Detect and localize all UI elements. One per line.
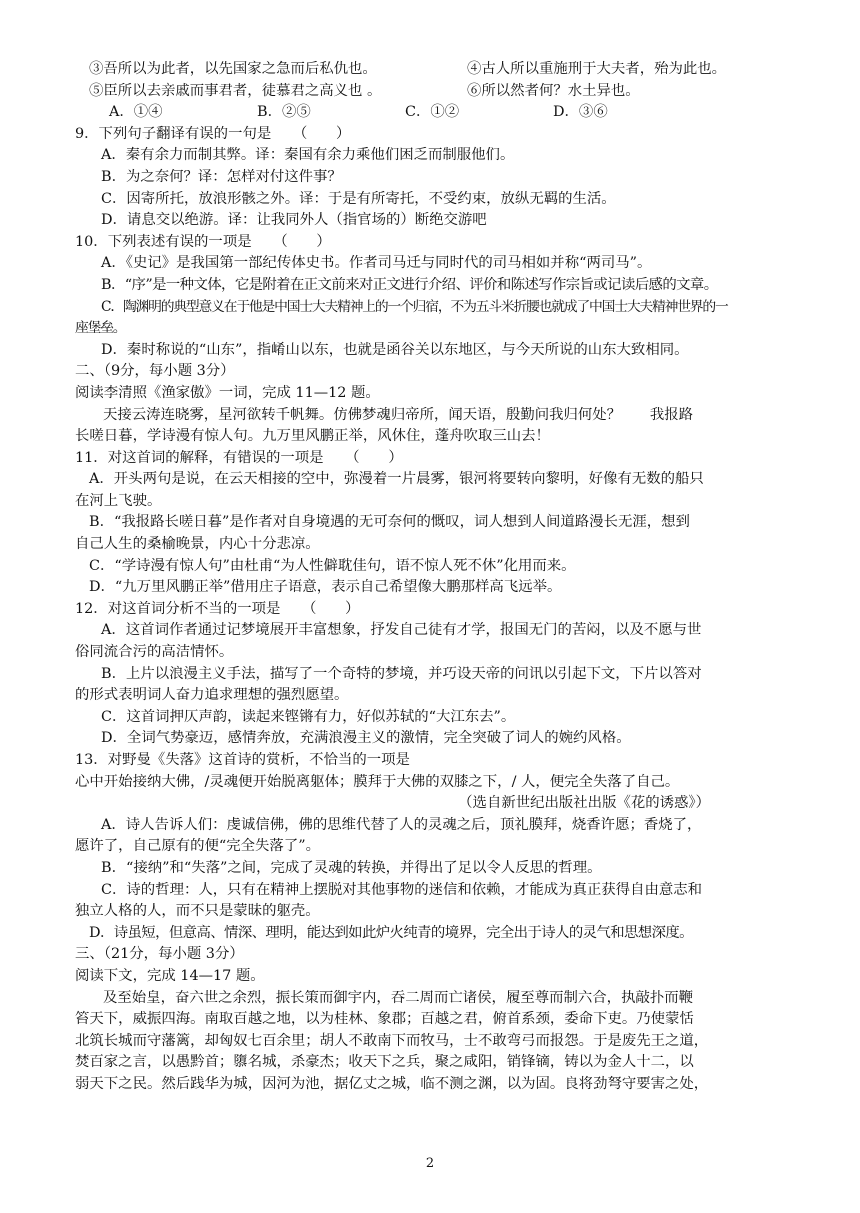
option-a: A．诗人告诉人们：虔诚信佛，佛的思维代替了人的灵魂之后，顶礼膜拜，烧香许愿；香烧了， — [101, 816, 702, 833]
option-d: D．③⑥ — [553, 104, 608, 121]
option-c: C．这首词押仄声韵，读起来铿锵有力，好似苏轼的“大江东去”。 — [101, 708, 516, 725]
option-b: B．“序”是一种文体，它是附着在正文前来对正文进行介绍、评价和陈述写作宗旨或记读后感的文章。 — [101, 276, 718, 293]
choice-item: ⑥所以然者何？水土异也。 — [467, 82, 640, 99]
section-intro: 阅读李清照《渔家傲》一词，完成 11—12 题。 — [75, 384, 380, 401]
option-a: A．开头两句是说，在云天相接的空中，弥漫着一片晨雾，银河将要转向黎明，好像有无数的船只 — [89, 471, 704, 488]
option-c: C．“学诗漫有惊人句”由杜甫“为人性僻耽佳句，语不惊人死不休”化用而来。 — [89, 557, 576, 574]
option-a-continued: 俗同流合污的高洁情怀。 — [75, 644, 234, 661]
passage-line: 焚百家之言，以愚黔首；隳名城，杀豪杰；收天下之兵，聚之咸阳，销锋镝，铸以为金人十二，以 — [75, 1054, 694, 1071]
passage-line: 北筑长城而守藩篱，却匈奴七百余里；胡人不敢南下而牧马，士不敢弯弓而报怨。于是废先王之道， — [75, 1032, 709, 1049]
option-b-continued: 自己人生的桑榆晚景，内心十分悲凉。 — [75, 536, 320, 553]
choice-row — [75, 59, 790, 81]
question-stem: 12．对这首词分析不当的一项是 （ ） — [75, 600, 360, 617]
page-body — [75, 59, 790, 1096]
option-c-continued: 座堡垒。 — [75, 320, 126, 337]
option-d: D．诗虽短，但意高、情深、理明，能达到如此炉火纯青的境界，完全出于诗人的灵气和思想深度。 — [89, 924, 693, 941]
section-heading: 三、（21分，每小题 3分） — [75, 946, 244, 963]
option-b: B．“我报路长嗟日暮”是作者对自身境遇的无可奈何的慨叹，词人想到人间道路漫长无涯，想到 — [89, 514, 690, 531]
poem-line: 长嗟日暮，学诗漫有惊人句。九万里风鹏正举，风休住，蓬舟吹取三山去！ — [75, 428, 550, 445]
choice-item: ⑤臣所以去亲戚而事君者，徒慕君之高义也 。 — [89, 82, 382, 99]
poem-line: 心中开始接纳大佛，/灵魂便开始脱离躯体；膜拜于大佛的双膝之下，/ 人，便完全失落了自己。 — [75, 773, 680, 790]
option-a: A．①④ — [109, 104, 163, 121]
option-c: C．陶渊明的典型意义在于他是中国士大夫精神上的一个归宿，不为五斗米折腰也就成了中国士大夫精神世界的一 — [101, 298, 728, 315]
passage-line: 笞天下，威振四海。南取百越之地，以为桂林、象郡；百越之君，俯首系颈，委命下吏。乃使蒙恬 — [75, 1011, 694, 1028]
option-c-continued: 独立人格的人，而不只是蒙昧的躯壳。 — [75, 903, 320, 920]
choice-row — [75, 81, 790, 103]
option-d: D．请息交以绝游。译：让我同外人（指官场的）断绝交游吧 — [101, 212, 487, 229]
q8-options — [75, 102, 790, 124]
option-b: B．②⑤ — [257, 104, 311, 121]
option-b: B．上片以浪漫主义手法，描写了一个奇特的梦境，并巧设天帝的问讯以引起下文，下片以答对 — [101, 665, 702, 682]
choice-item: ③吾所以为此者，以先国家之急而后私仇也。 — [89, 61, 377, 77]
poem-line: 天接云涛连晓雾，星河欲转千帆舞。仿佛梦魂归帝所，闻天语，殷勤问我归何处？ 我报路 — [103, 406, 694, 423]
option-b: B．为之奈何？译：怎样对付这件事？ — [101, 168, 342, 185]
option-a: A．这首词作者通过记梦境展开丰富想象，抒发自己徒有才学，报国无门的苦闷，以及不愿与世 — [101, 622, 702, 639]
question-stem: 11．对这首词的解释，有错误的一项是 （ ） — [75, 449, 403, 466]
option-d: D．全词气势豪迈，感情奔放，充满浪漫主义的激情，完全突破了词人的婉约风格。 — [101, 730, 631, 747]
option-a-continued: 在河上飞驶。 — [75, 492, 162, 509]
option-c: C．因寄所托，放浪形骸之外。译：于是有所寄托，不受约束，放纵无羁的生活。 — [101, 190, 616, 207]
page-number: 2 — [425, 1156, 435, 1171]
option-d: D．秦时称说的“山东”，指崤山以东，也就是函谷关以东地区，与今天所说的山东大致相同。 — [101, 341, 689, 358]
option-b-continued: 的形式表明词人奋力追求理想的强烈愿望。 — [75, 687, 349, 704]
question-stem: 9．下列句子翻译有误的一句是 （ ） — [75, 125, 351, 142]
choice-item: ④古人所以重施刑于大夫者，殆为此也。 — [467, 61, 727, 77]
source-note: （选自新世纪出版社出版《花的诱惑》） — [458, 795, 710, 812]
passage-line: 及至始皇，奋六世之余烈，振长策而御宇内，吞二周而亡诸侯，履至尊而制六合，执敲扑而鞭 — [103, 989, 694, 1006]
option-c: C．诗的哲理：人，只有在精神上摆脱对其他事物的迷信和依赖，才能成为真正获得自由意志和 — [101, 881, 703, 898]
passage-line: 弱天下之民。然后践华为城，因河为池，据亿丈之城，临不测之渊，以为固。良将劲弩守要害之处， — [75, 1075, 709, 1092]
option-b: B．“接纳”和“失落”之间，完成了灵魂的转换，并得出了足以令人反思的哲理。 — [101, 859, 602, 876]
section-heading: 二、（9分，每小题 3分） — [75, 363, 235, 380]
question-stem: 10．下列表述有误的一项是 （ ） — [75, 233, 331, 250]
option-a-continued: 愿许了，自己原有的便“完全失落了”。 — [75, 838, 320, 855]
question-stem: 13．对野曼《失落》这首诗的赏析，不恰当的一项是 — [75, 752, 410, 768]
option-a: A．秦有余力而制其弊。译：秦国有余力乘他们困乏而制服他们。 — [101, 147, 515, 164]
option-c: C．①② — [405, 104, 460, 121]
section-intro: 阅读下文，完成 14—17 题。 — [75, 967, 265, 984]
option-d: D．“九万里风鹏正举”借用庄子语意，表示自己希望像大鹏那样高飞远举。 — [89, 579, 562, 596]
option-a: A．《史记》是我国第一部纪传体史书。作者司马迁与同时代的司马相如并称“两司马”。 — [101, 255, 652, 272]
